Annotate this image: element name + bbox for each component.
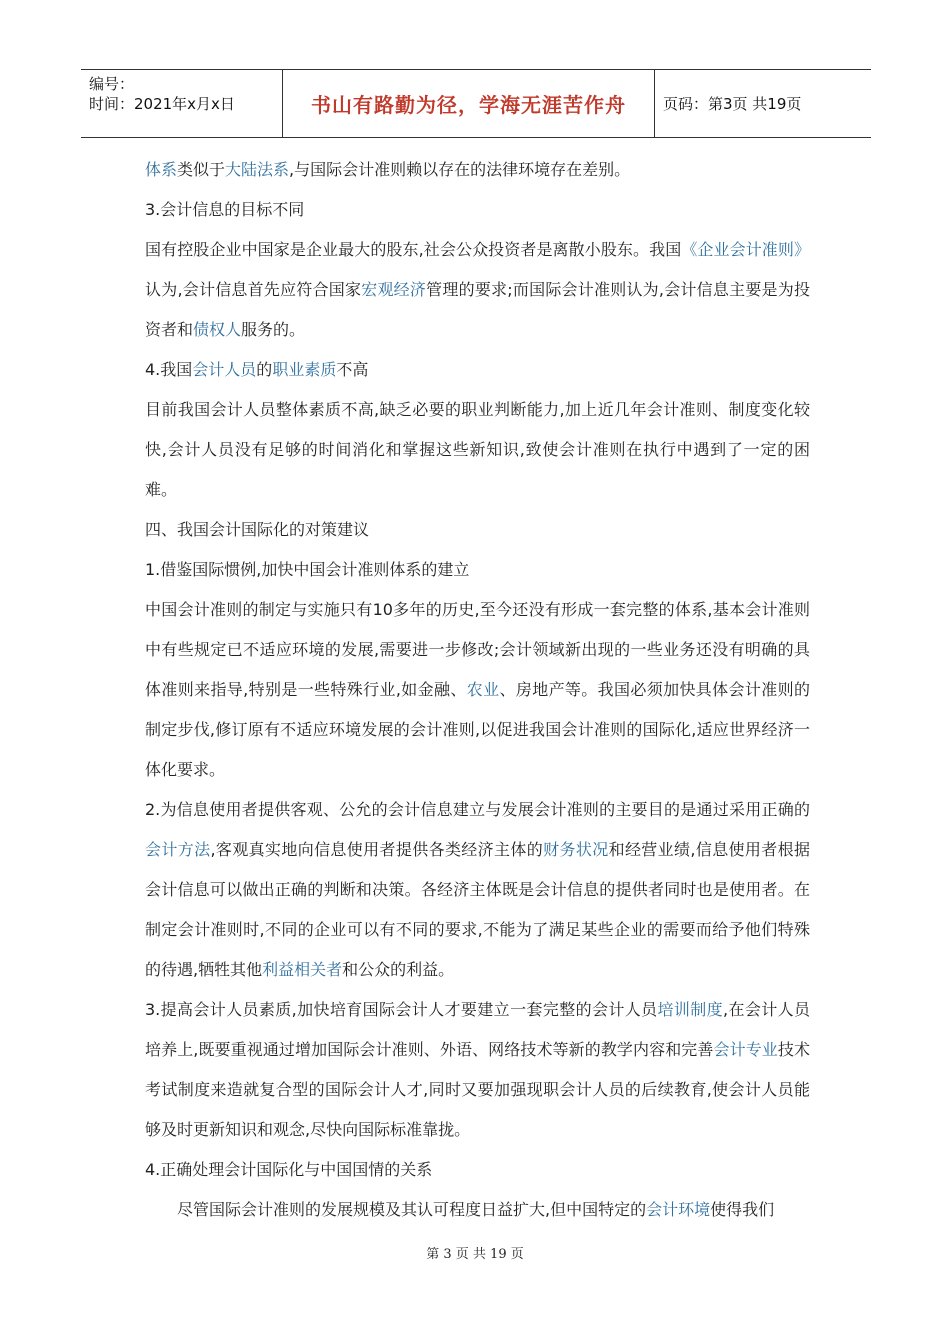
header-meta — [81, 70, 282, 137]
paragraph-text: 4.正确处理会计国际化与中国国情的关系 — [145, 1160, 433, 1179]
page-info-label: 页码：第3页 共19页 — [663, 95, 802, 113]
paragraph — [145, 390, 810, 510]
paragraph-text: ,客观真实地向信息使用者提供各类经济主体的 — [210, 840, 544, 859]
paragraph — [145, 150, 810, 190]
paragraph-text: 4.我国 — [145, 360, 193, 379]
paragraph-text: 不高 — [336, 360, 369, 379]
paragraph-text: ,在会计人员培养上,既要重视通过增加国际会计准则、外语、网络技术等新的教学内容和完善 — [145, 1000, 810, 1059]
paragraph — [145, 1150, 810, 1190]
doc-number-label: 编号： — [89, 75, 135, 93]
paragraph-text: ,与国际会计准则赖以存在的法律环境存在差别。 — [289, 160, 631, 179]
doc-time-label: 时间：2021年x月x日 — [89, 95, 235, 113]
paragraph-text: 管理的要求;而国际会计准则认为,会计信息主要是为投资者和 — [145, 280, 810, 339]
paragraph — [145, 990, 810, 1150]
paragraph-text: 技术考试制度来造就复合型的国际会计人才,同时又要加强现职会计人员的后续教育,使会计人员能够及时更新知识和观念,尽快向国际标准靠拢。 — [145, 1040, 810, 1139]
term-link[interactable]: 培训制度 — [657, 1000, 723, 1019]
paragraph — [145, 590, 810, 790]
paragraph-text: 类似于 — [177, 160, 226, 179]
term-link[interactable]: 大陆法系 — [225, 160, 290, 179]
paragraph-text: 3.会计信息的目标不同 — [145, 200, 305, 219]
paragraph — [145, 790, 810, 990]
paragraph — [145, 1190, 810, 1230]
paragraph-text: 和经营业绩,信息使用者根据会计信息可以做出正确的判断和决策。各经济主体既是会计信息的提供者同时也是使用者。在制定会计准则时,不同的企业可以有不同的要求,不能为了满足某些企业的需要而给予他们特殊的待遇,牺牲其他 — [145, 840, 810, 979]
term-link[interactable]: 体系 — [145, 160, 178, 179]
paragraph-text: 和公众的利益。 — [342, 960, 455, 979]
term-link[interactable]: 会计人员 — [192, 360, 257, 379]
paragraph-text: 3.提高会计人员素质,加快培育国际会计人才要建立一套完整的会计人员 — [145, 1000, 658, 1019]
header-page-info — [655, 70, 871, 137]
term-link[interactable]: 利益相关者 — [262, 960, 343, 979]
paragraph-text: 、房地产等。我国必须加快具体会计准则的制定步伐,修订原有不适应环境发展的会计准则,以促进我国会计准则的国际化,适应世界经济一体化要求。 — [145, 680, 810, 779]
paragraph-text: 认为,会计信息首先应符合国家 — [145, 280, 362, 299]
paragraph — [145, 350, 810, 390]
term-link[interactable]: 财务状况 — [543, 840, 609, 859]
paragraph-text: 2.为信息使用者提供客观、公允的会计信息建立与发展会计准则的主要目的是通过采用正确的 — [145, 800, 810, 819]
paragraph-text: 的 — [256, 360, 273, 379]
term-link[interactable]: 农业 — [466, 680, 500, 699]
term-link[interactable]: 《企业会计准则》 — [681, 240, 810, 259]
term-link[interactable]: 债权人 — [193, 320, 242, 339]
term-link[interactable]: 会计环境 — [646, 1200, 711, 1219]
header-motto-cell — [282, 70, 655, 137]
paragraph-text: 四、我国会计国际化的对策建议 — [145, 520, 370, 539]
document-body — [145, 150, 810, 1230]
term-link[interactable]: 会计专业 — [713, 1040, 778, 1059]
page-footer: 第 3 页 共 19 页 — [426, 1247, 524, 1262]
document-header — [81, 69, 871, 138]
paragraph — [145, 510, 810, 550]
paragraph — [145, 230, 810, 350]
term-link[interactable]: 宏观经济 — [361, 280, 427, 299]
paragraph-text: 国有控股企业中国家是企业最大的股东,社会公众投资者是离散小股东。我国 — [145, 240, 682, 259]
term-link[interactable]: 会计方法 — [145, 840, 211, 859]
paragraph — [145, 550, 810, 590]
paragraph-text: 服务的。 — [241, 320, 306, 339]
paragraph-text: 尽管国际会计准则的发展规模及其认可程度日益扩大,但中国特定的 — [177, 1200, 647, 1219]
paragraph-text: 1.借鉴国际惯例,加快中国会计准则体系的建立 — [145, 560, 470, 579]
paragraph-text: 中国会计准则的制定与实施只有10多年的历史,至今还没有形成一套完整的体系,基本会计准则中有些规定已不适应环境的发展,需要进一步修改;会计领域新出现的一些业务还没有明确的具体准则来指导,特别是一些特殊行业,如金融、 — [145, 600, 810, 699]
term-link[interactable]: 职业素质 — [272, 360, 337, 379]
paragraph-text: 目前我国会计人员整体素质不高,缺乏必要的职业判断能力,加上近几年会计准则、制度变化较快,会计人员没有足够的时间消化和掌握这些新知识,致使会计准则在执行中遇到了一定的困难。 — [145, 400, 810, 499]
paragraph — [145, 190, 810, 230]
paragraph-text: 使得我们 — [710, 1200, 775, 1219]
header-motto: 书山有路勤为径，学海无涯苦作舟 — [311, 93, 626, 117]
